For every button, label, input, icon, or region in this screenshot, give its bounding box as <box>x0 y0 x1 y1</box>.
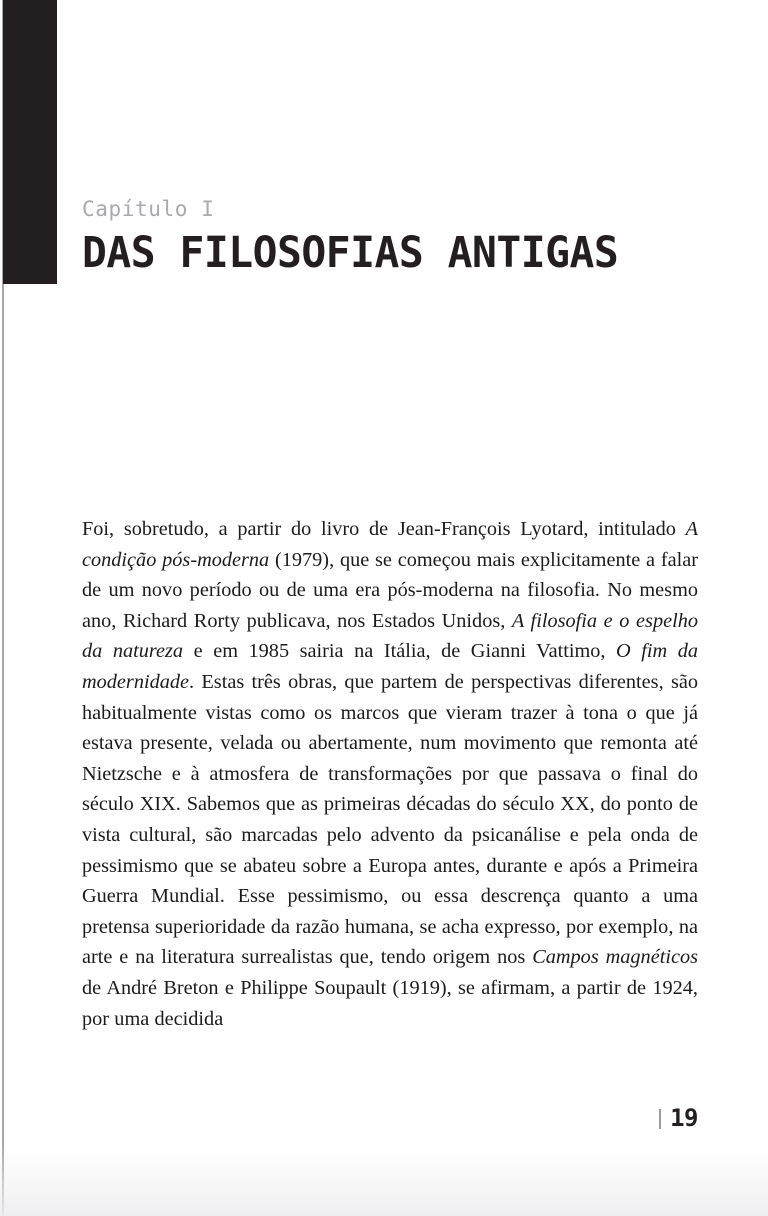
body-paragraph <box>82 514 698 1034</box>
body-text-run: . Estas três obras, que partem de perspectivas diferentes, são habitualmente vistas como os marcos que vieram trazer à tona o que já estava presente, velada ou abertamente, num movimento que remonta até Nietzsche e à atmosfera de transformações por que passava o final do século XIX. Sabemos que as primeiras décadas do século XX, do ponto de vista cultural, são marcadas pelo advento da psicanálise e pela onda de pessimismo que se abateu sobre a Europa antes, durante e após a Primeira Guerra Mundial. Esse pessimismo, ou essa descrença quanto a uma pretensa superioridade da razão humana, se acha expresso, por exemplo, na arte e na literatura surrealistas que, tendo origem nos <box>82 670 698 969</box>
page-bottom-shading <box>0 1146 768 1216</box>
body-text-column <box>82 514 698 1034</box>
body-text-run: e em 1985 sairia na Itália, de Gianni Vattimo, <box>183 640 617 663</box>
chapter-title: DAS FILOSOFIAS ANTIGAS <box>82 228 619 278</box>
work-title-italic: A condição pós-moderna <box>82 518 698 571</box>
folio <box>0 1106 698 1130</box>
folio-rule-icon <box>659 1109 661 1129</box>
chapter-number-label: Capítulo I <box>82 197 215 221</box>
work-title-italic: A filosofia e o espelho da natureza <box>82 609 699 663</box>
body-text-run: Foi, sobretudo, a partir do livro de Jean-François Lyotard, intitulado <box>82 518 686 540</box>
work-title-italic: Campos magnéticos <box>532 946 698 969</box>
page-number: 19 <box>670 1104 698 1132</box>
body-text-run: (1979), que se começou mais explicitamente a falar de um novo período ou de uma era pós-moderna na filosofia. No mesmo ano, Richard Rorty publicava, nos Estados Unidos, <box>82 548 698 632</box>
work-title-italic: O fim da modernidade <box>82 640 698 693</box>
body-text-run: de André Breton e Philippe Soupault (1919), se afirmam, a partir de 1924, por uma decidida <box>82 976 698 1030</box>
chapter-marker-bar <box>3 0 57 284</box>
chapter-header <box>82 196 702 276</box>
